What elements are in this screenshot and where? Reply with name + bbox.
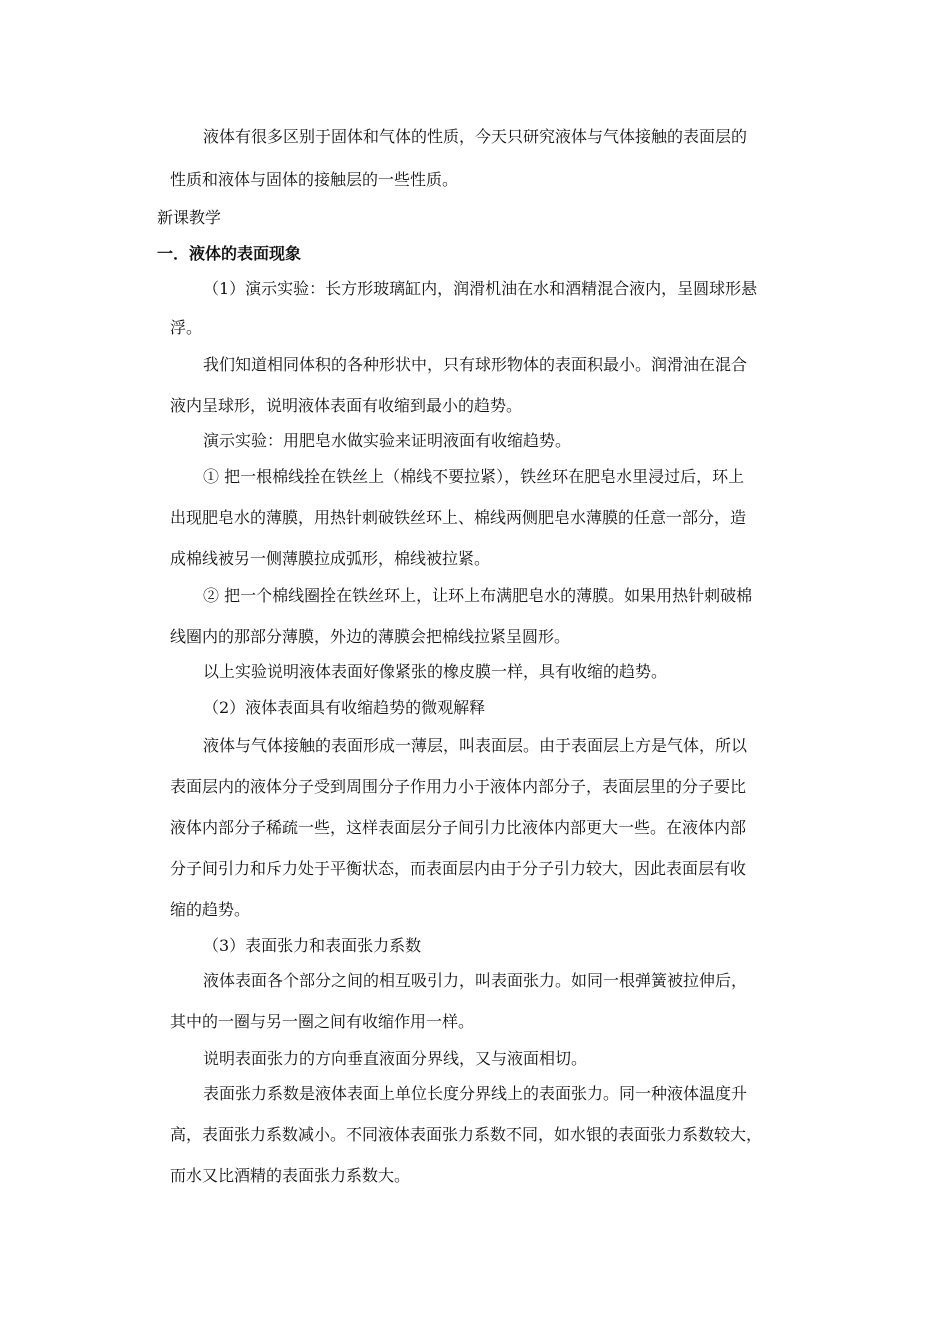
paragraph-line: 液体表面各个部分之间的相互吸引力，叫表面张力。如同一根弹簧被拉伸后，: [203, 971, 748, 990]
intro-paragraph-line: 液体有很多区别于固体和气体的性质，今天只研究液体与气体接触的表面层的: [203, 127, 748, 146]
paragraph-line: 高，表面张力系数减小。不同液体表面张力系数不同，如水银的表面张力系数较大，: [170, 1125, 763, 1144]
new-lesson-heading: 新课教学: [157, 208, 222, 227]
subsection-heading: （3）表面张力和表面张力系数: [203, 936, 422, 955]
paragraph-line: （1）演示实验：长方形玻璃缸内，润滑机油在水和酒精混合液内，呈圆球形悬: [203, 279, 758, 298]
paragraph-line: 分子间引力和斥力处于平衡状态，而表面层内由于分子引力较大，因此表面层有收: [170, 859, 747, 878]
paragraph-line: 我们知道相同体积的各种形状中，只有球形物体的表面积最小。润滑油在混合: [203, 355, 748, 374]
paragraph-line: 浮。: [170, 318, 203, 337]
paragraph-line: 表面层内的液体分子受到周围分子作用力小于液体内部分子，表面层里的分子要比: [170, 777, 747, 796]
paragraph-line: 液体与气体接触的表面形成一薄层，叫表面层。由于表面层上方是气体，所以: [203, 736, 748, 755]
paragraph-line: 说明表面张力的方向垂直液面分界线，又与液面相切。: [203, 1049, 588, 1068]
intro-paragraph-line: 性质和液体与固体的接触层的一些性质。: [170, 170, 459, 189]
paragraph-line: 出现肥皂水的薄膜，用热针刺破铁丝环上、棉线两侧肥皂水薄膜的任意一部分，造: [170, 508, 747, 527]
paragraph-line: 液体内部分子稀疏一些，这样表面层分子间引力比液体内部更大一些。在液体内部: [170, 818, 747, 837]
paragraph-line: 线圈内的那部分薄膜，外边的薄膜会把棉线拉紧呈圆形。: [170, 627, 571, 646]
paragraph-line: 其中的一圈与另一圈之间有收缩作用一样。: [170, 1012, 475, 1031]
paragraph-line: 以上实验说明液体表面好像紧张的橡皮膜一样，具有收缩的趋势。: [203, 662, 668, 681]
subsection-heading: （2）液体表面具有收缩趋势的微观解释: [203, 698, 486, 717]
section-heading: 一．液体的表面现象: [157, 244, 302, 263]
paragraph-line: 液内呈球形，说明液体表面有收缩到最小的趋势。: [170, 396, 523, 415]
paragraph-line: ② 把一个棉线圈拴在铁丝环上，让环上布满肥皂水的薄膜。如果用热针刺破棉: [203, 586, 753, 605]
paragraph-line: 而水又比酒精的表面张力系数大。: [170, 1166, 411, 1185]
paragraph-line: 表面张力系数是液体表面上单位长度分界线上的表面张力。同一种液体温度升: [203, 1084, 748, 1103]
paragraph-line: 成棉线被另一侧薄膜拉成弧形，棉线被拉紧。: [170, 549, 491, 568]
paragraph-line: ① 把一根棉线拴在铁丝上（棉线不要拉紧），铁丝环在肥皂水里浸过后，环上: [203, 467, 745, 486]
paragraph-line: 演示实验：用肥皂水做实验来证明液面有收缩趋势。: [203, 431, 572, 450]
paragraph-line: 缩的趋势。: [170, 900, 251, 919]
